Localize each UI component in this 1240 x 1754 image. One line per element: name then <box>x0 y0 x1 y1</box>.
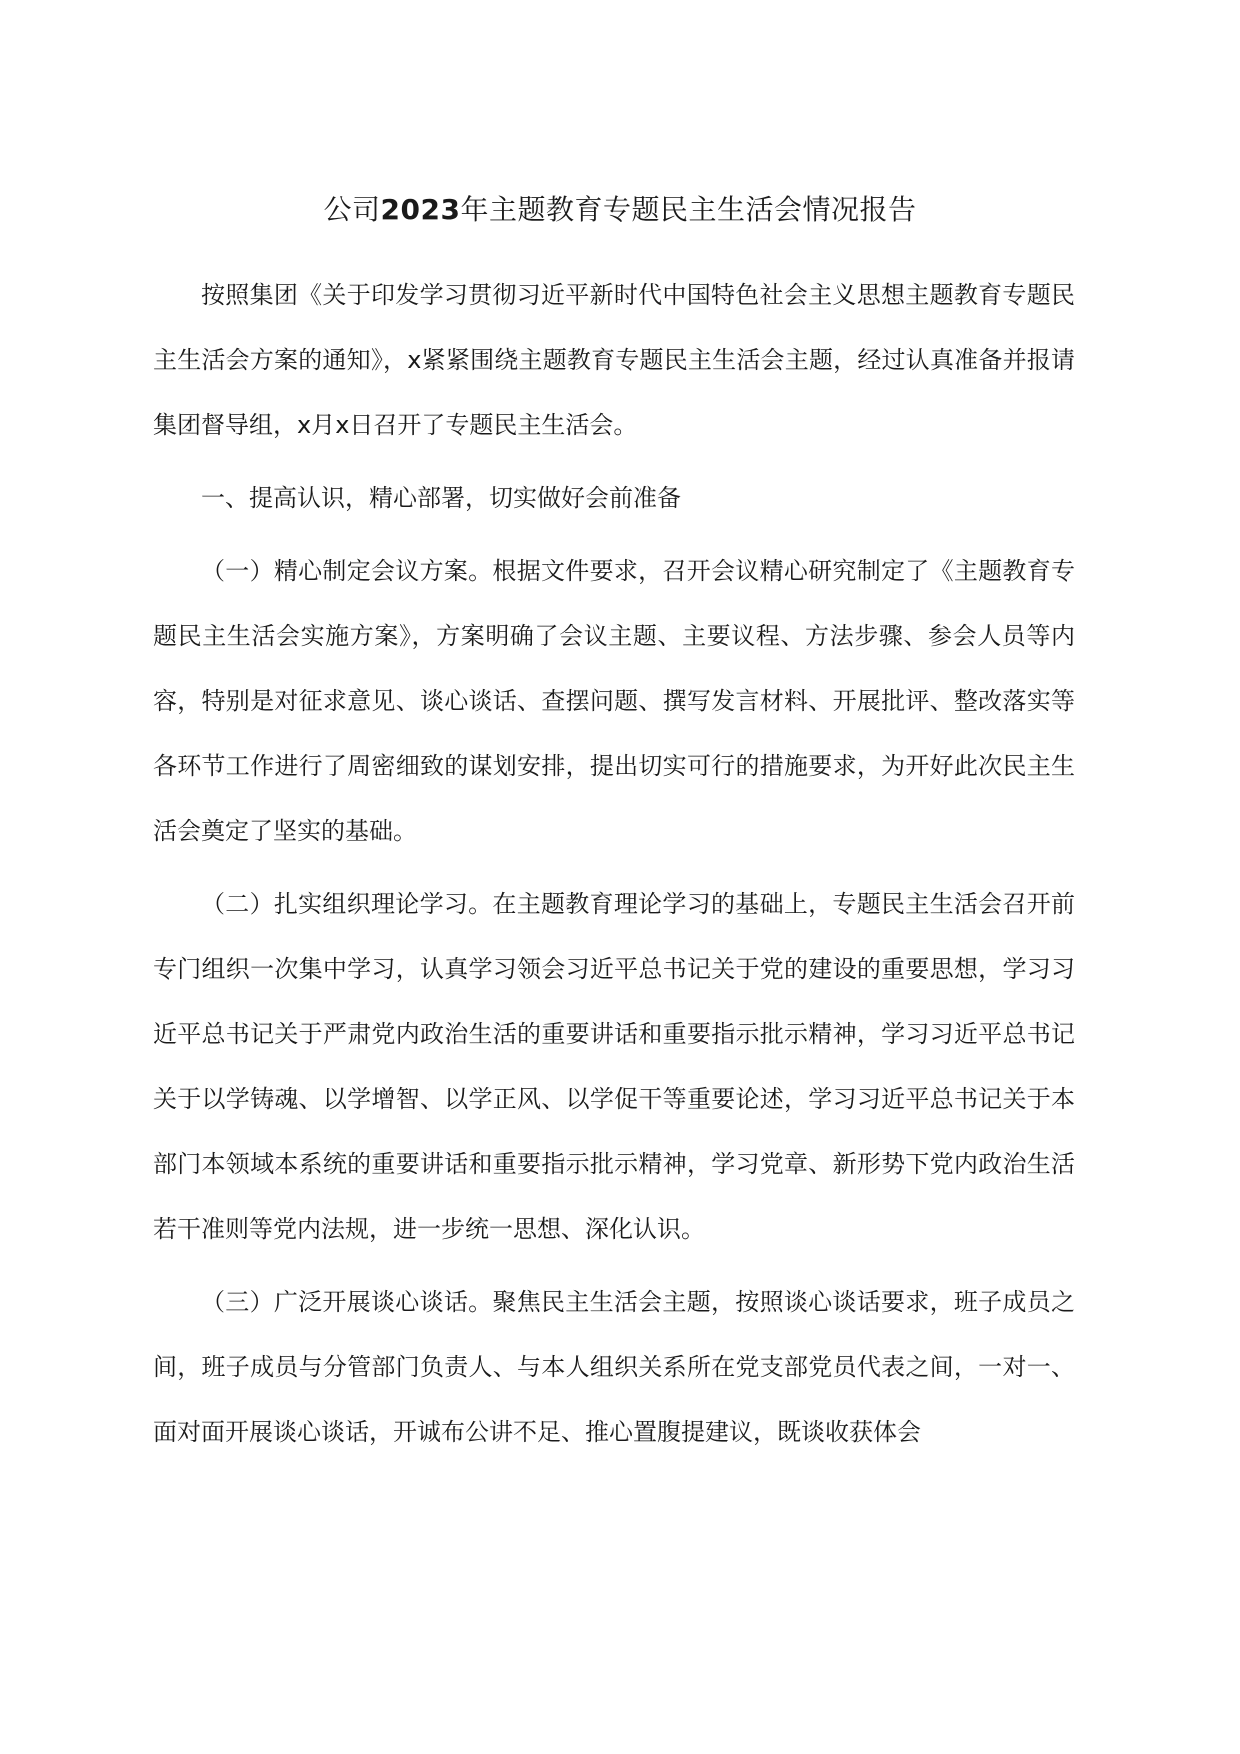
title-suffix: 年主题教育专题民主生活会情况报告 <box>460 193 917 226</box>
paragraph-talks: （三）广泛开展谈心谈话。聚焦民主生活会主题，按照谈心谈话要求，班子成员之间，班子成员与分管部门负责人、与本人组织关系所在党支部党员代表之间，一对一、面对面开展谈心谈话，开诚布公讲不足、推心置腹提建议，既谈收获体会 <box>153 1288 1075 1446</box>
document-body <box>153 263 1075 1465</box>
paragraph-plan: （一）精心制定会议方案。根据文件要求，召开会议精心研究制定了《主题教育专题民主生活会实施方案》，方案明确了会议主题、主要议程、方法步骤、参会人员等内容，特别是对征求意见、谈心谈话、查摆问题、撰写发言材料、开展批评、整改落实等各环节工作进行了周密细致的谋划安排，提出切实可行的措施要求，为开好此次民主生活会奠定了坚实的基础。 <box>153 557 1075 845</box>
document-title <box>0 190 1240 230</box>
intro-paragraph: 按照集团《关于印发学习贯彻习近平新时代中国特色社会主义思想主题教育专题民主生活会方案的通知》，x紧紧围绕主题教育专题民主生活会主题，经过认真准备并报请集团督导组，x月x日召开了专题民主生活会。 <box>153 281 1075 439</box>
paragraph-study: （二）扎实组织理论学习。在主题教育理论学习的基础上，专题民主生活会召开前专门组织一次集中学习，认真学习领会习近平总书记关于党的建设的重要思想，学习习近平总书记关于严肃党内政治生活的重要讲话和重要指示批示精神，学习习近平总书记关于以学铸魂、以学增智、以学正风、以学促干等重要论述，学习习近平总书记关于本部门本领域本系统的重要讲话和重要指示批示精神，学习党章、新形势下党内政治生活若干准则等党内法规，进一步统一思想、深化认识。 <box>153 890 1075 1243</box>
title-year: 2023 <box>380 193 461 226</box>
title-prefix: 公司 <box>323 193 381 226</box>
section-heading: 一、提高认识，精心部署，切实做好会前准备 <box>201 484 681 512</box>
